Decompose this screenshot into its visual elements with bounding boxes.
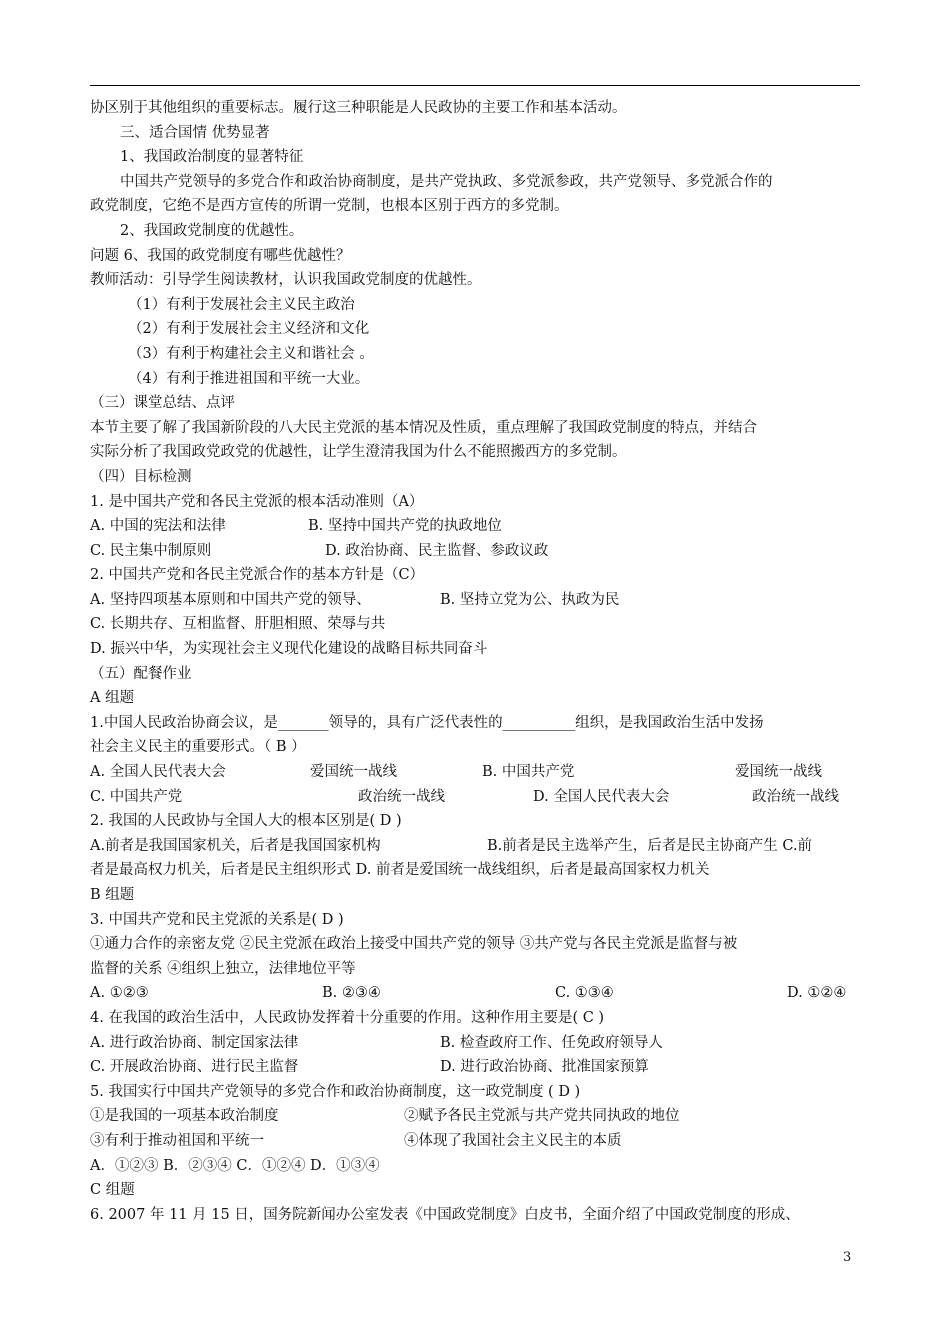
option: B. 坚持中国共产党的执政地位	[308, 518, 502, 535]
subheading: 1、我国政治制度的显著特征	[120, 149, 304, 166]
option: A. 全国人民代表大会	[90, 764, 226, 781]
option-row	[90, 514, 862, 539]
option: ③有利于推动祖国和平统一	[90, 1132, 264, 1149]
option: ②赋予各民主党派与共产党共同执政的地位	[404, 1108, 680, 1125]
option: B. 中国共产党	[482, 764, 575, 781]
section-heading: （三）课堂总结、点评	[90, 395, 235, 412]
option: B. ②③④	[322, 985, 381, 1002]
option: 政治统一战线	[358, 788, 445, 805]
text-line: 中国共产党领导的多党合作和政治协商制度，是共产党执政、多党派参政，共产党领导、多党派合作的	[120, 173, 773, 190]
section-heading: （四）目标检测	[90, 468, 192, 485]
section-heading: （五）配餐作业	[90, 665, 192, 682]
option-row	[90, 1031, 862, 1056]
group-heading: B 组题	[90, 887, 135, 903]
option: C. 开展政治协商、进行民主监督	[90, 1059, 299, 1076]
group-heading: A 组题	[90, 690, 135, 707]
option: D. 进行政治协商、批准国家预算	[440, 1059, 649, 1076]
option: 政治统一战线	[752, 788, 839, 805]
header-rule	[90, 85, 860, 86]
text-line: 监督的关系 ④组织上独立，法律地位平等	[90, 960, 356, 977]
option-row	[90, 539, 862, 564]
option: C. ①③④	[555, 985, 614, 1002]
text-line: 本节主要了解了我国新阶段的八大民主党派的基本情况及性质，重点理解了我国政党制度的特点，并结合	[90, 419, 757, 436]
option-row	[90, 1055, 862, 1080]
option: C. 长期共存、互相监督、肝胆相照、荣辱与共	[90, 616, 386, 633]
option: C. 中国共产党	[90, 788, 183, 805]
question-line: 4. 在我国的政治生活中，人民政协发挥着十分重要的作用。这种作用主要是( C )	[90, 1009, 605, 1026]
option: D. 振兴中华，为实现社会主义现代化建设的战略目标共同奋斗	[90, 641, 488, 658]
option-row	[90, 588, 862, 613]
question-line: 2. 我国的人民政协与全国人大的根本区别是( D )	[90, 813, 402, 830]
document-body	[90, 96, 862, 1227]
option: ①是我国的一项基本政治制度	[90, 1108, 279, 1125]
list-item: （1）有利于发展社会主义民主政治	[128, 296, 355, 313]
question-line: 5. 我国实行中国共产党领导的多党合作和政治协商制度，这一政党制度 ( D )	[90, 1083, 581, 1100]
text-line: 政党制度，它绝不是西方宣传的所谓一党制，也根本区别于西方的多党制。	[90, 198, 569, 215]
list-item: （2）有利于发展社会主义经济和文化	[128, 321, 370, 338]
list-item: （4）有利于推进祖国和平统一大业。	[128, 370, 370, 387]
option: C. 民主集中制原则	[90, 542, 212, 559]
text-line: 协区别于其他组织的重要标志。履行这三种职能是人民政协的主要工作和基本活动。	[90, 100, 627, 116]
option-row: A．①②③ B．②③④ C．①②④ D．①③④	[90, 1157, 380, 1174]
text-line: 教师活动：引导学生阅读教材，认识我国政党制度的优越性。	[90, 272, 482, 289]
question-line: 1. 是中国共产党和各民主党派的根本活动准则（A）	[90, 493, 424, 510]
option: D. ①②④	[787, 985, 847, 1002]
question-line: 3. 中国共产党和民主党派的关系是( D )	[90, 911, 344, 928]
text-line: 社会主义民主的重要形式。（ B ）	[90, 739, 306, 756]
text-line: 实际分析了我国政党政党的优越性，让学生澄清我国为什么不能照搬西方的多党制。	[90, 444, 627, 461]
option: A. 坚持四项基本原则和中国共产党的领导、	[90, 591, 371, 608]
list-item: （3）有利于构建社会主义和谐社会 。	[128, 345, 374, 362]
option: A. ①②③	[90, 985, 149, 1002]
option-row	[90, 834, 862, 859]
option-row	[90, 785, 862, 810]
subheading: 2、我国政党制度的优越性。	[120, 222, 304, 239]
option: B. 检查政府工作、任免政府领导人	[440, 1034, 663, 1051]
option: A.前者是我国国家机关，后者是我国国家机构	[90, 837, 381, 854]
option: 爱国统一战线	[735, 764, 822, 781]
option: D. 全国人民代表大会	[533, 788, 670, 805]
question-line: 6. 2007 年 11 月 15 日，国务院新闻办公室发表《中国政党制度》白皮书，全面介绍了中国政党制度的形成、	[90, 1206, 800, 1223]
option-row	[90, 1104, 862, 1129]
option: ④体现了我国社会主义民主的本质	[404, 1132, 622, 1149]
question-line: 2. 中国共产党和各民主党派合作的基本方针是（C）	[90, 567, 425, 584]
option: 爱国统一战线	[310, 764, 397, 781]
option: B. 坚持立党为公、执政为民	[440, 591, 620, 608]
text-line: 者是最高权力机关，后者是民主组织形式 D. 前者是爱国统一战线组织，后者是最高国家权力机关	[90, 862, 710, 879]
question-line: 问题 6、我国的政党制度有哪些优越性？	[90, 247, 351, 264]
option: A. 进行政治协商、制定国家法律	[90, 1034, 299, 1051]
text-line: ①通力合作的亲密友党 ②民主党派在政治上接受中国共产党的领导 ③共产党与各民主党派是监督与被	[90, 936, 738, 953]
option-row	[90, 981, 862, 1006]
option: B.前者是民主选举产生，后者是民主协商产生 C.前	[487, 837, 813, 854]
option: A. 中国的宪法和法律	[90, 518, 226, 535]
option-row	[90, 1129, 862, 1154]
group-heading: C 组题	[90, 1182, 135, 1199]
section-heading: 三、适合国情 优势显著	[120, 124, 270, 141]
option-row	[90, 760, 862, 785]
option: D. 政治协商、民主监督、参政议政	[325, 542, 549, 559]
page-number: 3	[843, 1250, 852, 1265]
question-line: 1.中国人民政治协商会议，是_______领导的，具有广泛代表性的__________组织，是我国政治生活中发扬	[90, 714, 764, 731]
